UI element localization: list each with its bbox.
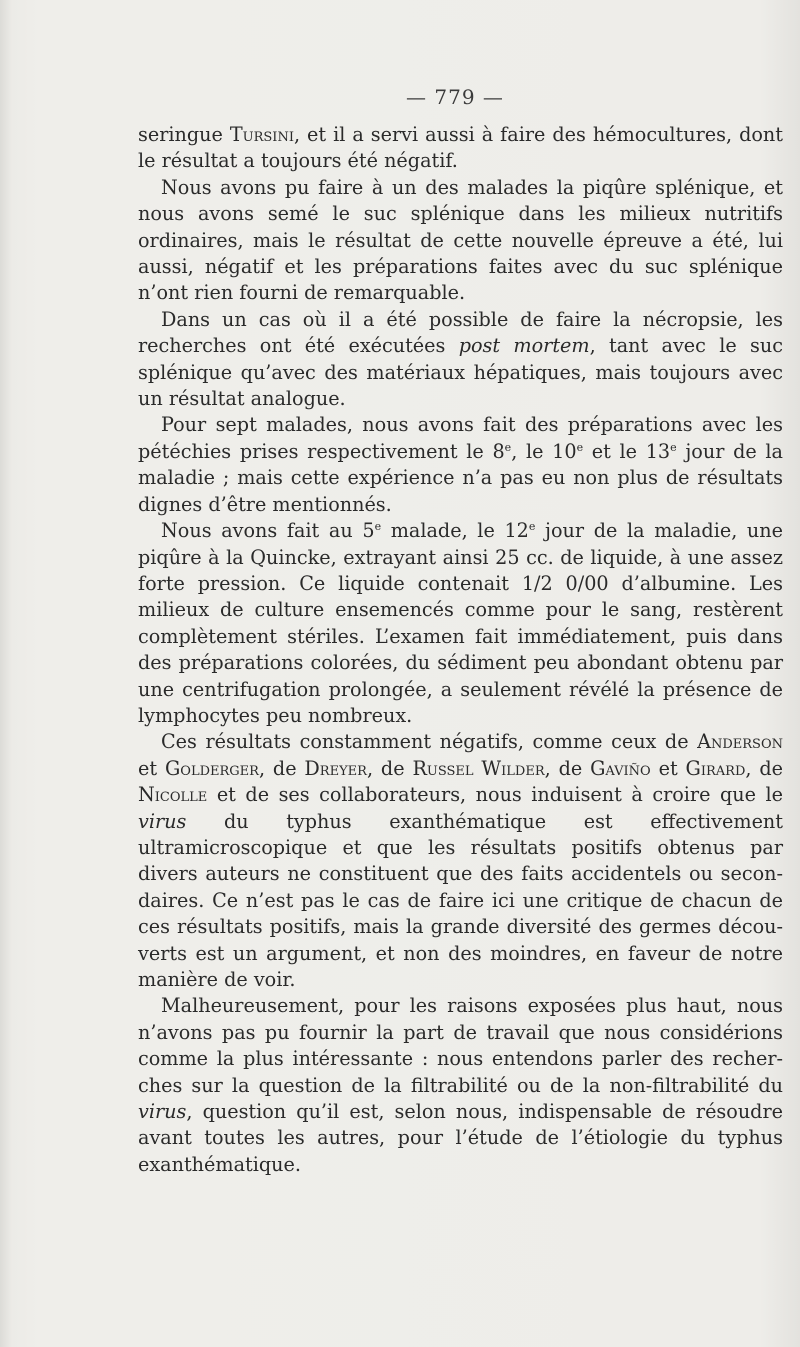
italic-term: virus [138,1100,187,1124]
paragraph-6: Ces résultats constamment négatifs, comme ceux de Anderson et Golderger, de Dreyer, de Russel Wilder, de Gaviño et Girard, de Nicolle et de ses collaborateurs, nous induisent à croire que le virus du typhus exanthématique est effectivement ultramicroscopique et que les résultats positifs obtenus par divers auteurs ne constituent que des faits accidentels ou secondaires. Ce n’est pas le cas de faire ici une critique de chacun de ces résultats positifs, mais la grande diversité des germes découverts est un argument, et non des moindres, en faveur de notre manière de voir. [138,730,783,991]
author-name: Dreyer [304,756,367,780]
paragraph-4: Pour sept malades, nous avons fait des préparations avec les pétéchies prises respectivement le 8e, le 10e et le 13e jour de la maladie ; mais cette expérience n’a pas eu non plus de résultats dignes d’être mentionnés. [138,413,783,516]
paragraph-1: seringue Tursini, et il a servi aussi à faire des hémocultures, dont le résultat a toujours été négatif. [138,123,783,173]
paragraph-3: Dans un cas où il a été possible de faire la nécropsie, les recherches ont été exécutées post mortem, tant avec le suc splénique qu’avec des matériaux hépatiques, mais toujours avec un résultat analogue. [138,307,783,411]
italic-term: virus [138,809,187,833]
author-name: Golderger [164,756,259,780]
author-name: Gaviño [590,756,651,780]
author-name: Girard [685,756,746,780]
paragraph-2: Nous avons pu faire à un des malades la piqûre splénique, et nous avons semé le suc splénique dans les milieux nutritifs ordinaires, mais le résultat de cette nouvelle épreuve a été, lui aussi, négatif et les préparations faites avec du suc splénique n’ont rien fourni de remarquable. [138,175,783,305]
author-name: Tursini [229,123,294,146]
italic-term: post mortem [458,334,590,358]
paragraph-7: Malheureusement, pour les raisons exposées plus haut, nous n’avons pas pu fournir la part de travail que nous considérions comme la plus intéressante : nous entendons parler des recherches sur la question de la filtrabilité ou de la non-filtrabilité du virus, question qu’il est, selon nous, indispensable de résoudre avant toutes les autres, pour l’étude de l’étiologie du typhus exanthématique. [138,994,783,1176]
author-name: Anderson [697,730,783,754]
page-number: — 779 — [406,85,504,109]
author-name: Russel Wilder [412,756,545,780]
paragraph-5: Nous avons fait au 5e malade, le 12e jour de la maladie, une piqûre à la Quincke, extrayant ainsi 25 cc. de liquide, à une assez forte pression. Ce liquide contenait 1/2 0/00 d’albumine. Les milieux de culture ensemencés comme pour le sang, restèrent complètement stériles. L’examen fait immédiatement, puis dans des préparations colorées, du sédiment peu abondant obtenu par une centrifugation prolongée, a seulement révélé la présence de lymphocytes peu nombreux. [138,519,784,727]
body-text [138,122,783,1178]
author-name: Nicolle [138,783,208,807]
